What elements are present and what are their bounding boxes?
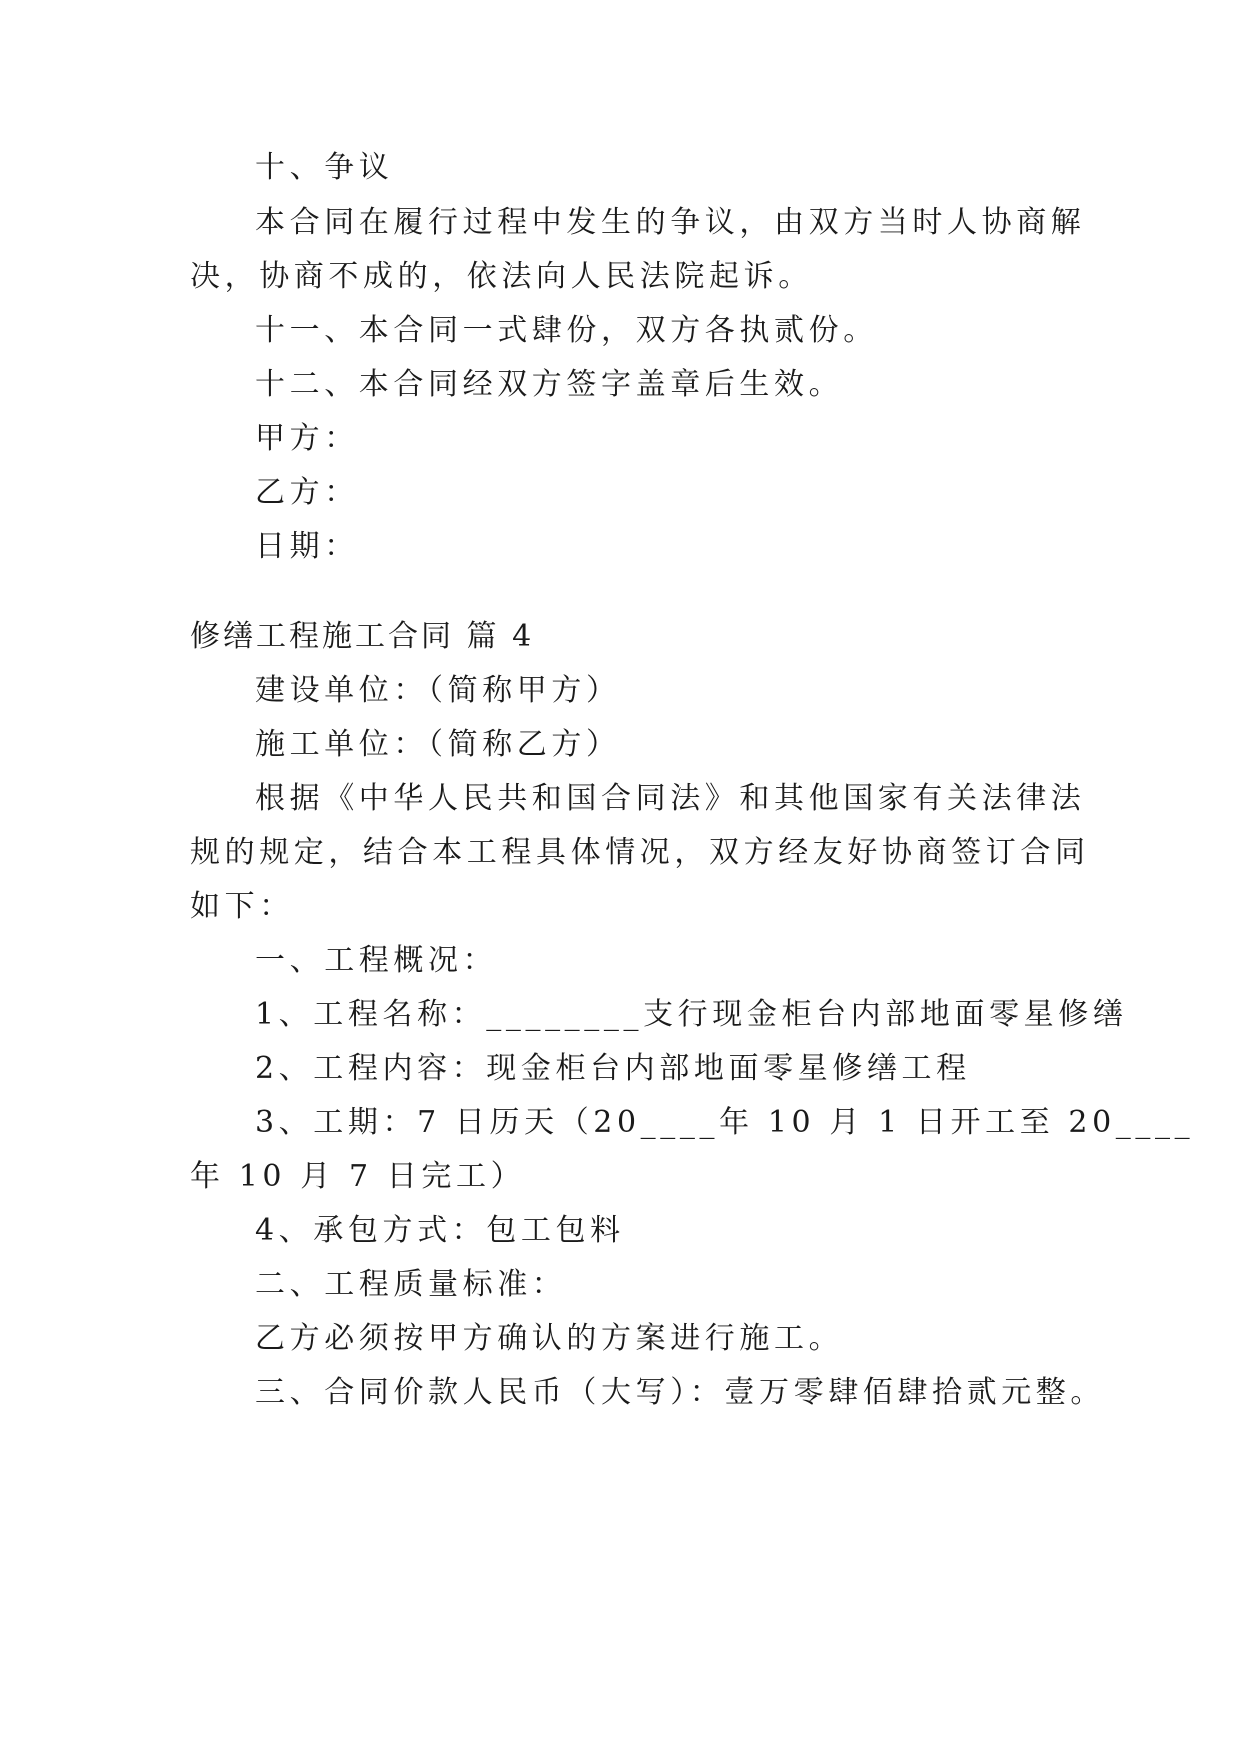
contractor-line: 施工单位：（简称乙方）	[255, 727, 621, 762]
section-3-price: 三、合同价款人民币（大写）：壹万零肆佰肆拾贰元整。	[255, 1375, 1105, 1410]
section-10-heading: 十、争议	[255, 150, 394, 185]
section-11: 十一、本合同一式肆份，双方各执贰份。	[255, 313, 878, 348]
section-10-body-line-2: 决，协商不成的，依法向人民法院起诉。	[190, 259, 813, 294]
preamble-line-1: 根据《中华人民共和国合同法》和其他国家有关法律法	[255, 781, 1086, 816]
schedule-item-line-2: 年 10 月 7 日完工）	[190, 1159, 526, 1194]
schedule-item-line-1: 3、工期：7 日历天（20____年 10 月 1 日开工至 20____	[255, 1105, 1195, 1140]
preamble-line-2: 规的规定，结合本工程具体情况，双方经友好协商签订合同	[190, 835, 1090, 870]
section-2-heading: 二、工程质量标准：	[255, 1267, 567, 1302]
date-label: 日期：	[255, 529, 359, 564]
preamble-line-3: 如下：	[190, 889, 294, 924]
project-name-item: 1、工程名称：________支行现金柜台内部地面零星修缮	[255, 997, 1128, 1032]
contract-mode-item: 4、承包方式：包工包料	[255, 1213, 625, 1248]
builder-line: 建设单位：（简称甲方）	[255, 673, 621, 708]
section-2-body: 乙方必须按甲方确认的方案进行施工。	[255, 1321, 844, 1356]
section-1-heading: 一、工程概况：	[255, 943, 498, 978]
party-b-label: 乙方：	[255, 475, 359, 510]
contract-title: 修缮工程施工合同 篇 4	[190, 619, 535, 654]
party-a-label: 甲方：	[255, 421, 359, 456]
section-10-body-line-1: 本合同在履行过程中发生的争议，由双方当时人协商解	[255, 205, 1086, 240]
section-12: 十二、本合同经双方签字盖章后生效。	[255, 367, 844, 402]
project-content-item: 2、工程内容：现金柜台内部地面零星修缮工程	[255, 1051, 971, 1086]
